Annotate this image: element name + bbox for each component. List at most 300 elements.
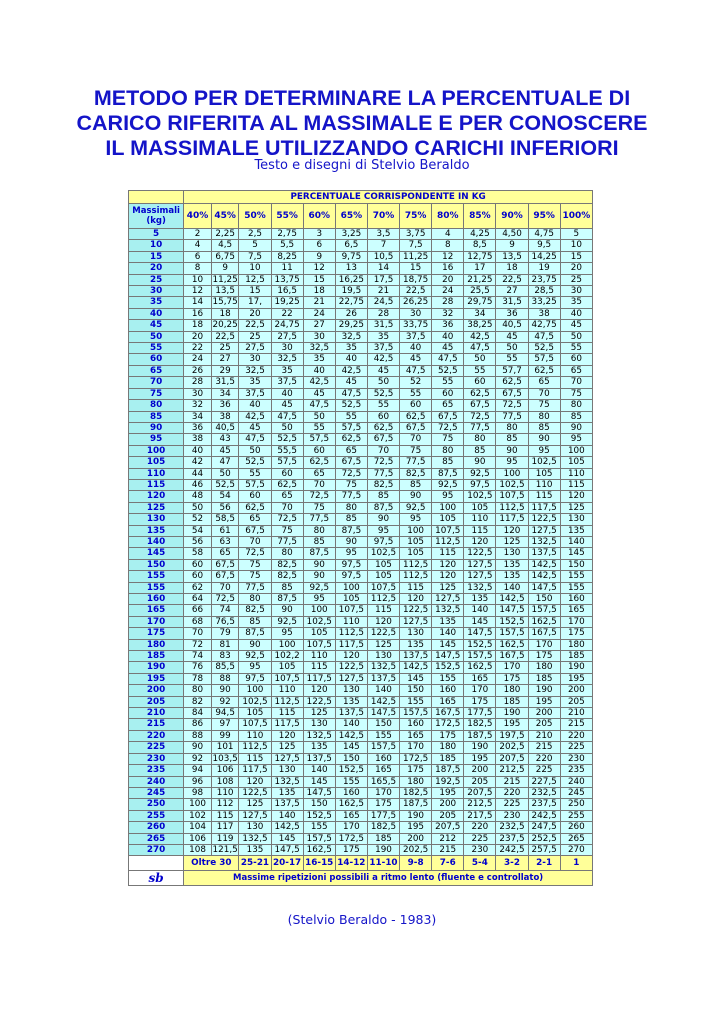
table-cell: 50 bbox=[464, 354, 496, 365]
table-cell: 46 bbox=[184, 479, 212, 490]
table-cell: 105 bbox=[367, 559, 399, 570]
table-cell: 8 bbox=[432, 240, 464, 251]
table-cell: 21 bbox=[367, 286, 399, 297]
table-cell: 95 bbox=[400, 514, 432, 525]
table-cell: 67,5 bbox=[239, 525, 271, 536]
table-cell: 137,5 bbox=[335, 708, 367, 719]
table-row bbox=[129, 696, 593, 707]
table-cell: 255 bbox=[560, 810, 592, 821]
document-title bbox=[40, 86, 684, 161]
table-row bbox=[129, 331, 593, 342]
table-cell: 160 bbox=[560, 594, 592, 605]
table-cell: 87,5 bbox=[239, 628, 271, 639]
table-cell: 50 bbox=[560, 331, 592, 342]
table-cell: 58,5 bbox=[211, 514, 239, 525]
table-cell: 30 bbox=[184, 388, 212, 399]
table-cell: 155 bbox=[303, 822, 335, 833]
percent-header: 90% bbox=[496, 204, 528, 229]
table-cell: 55 bbox=[432, 377, 464, 388]
table-cell: 60 bbox=[184, 559, 212, 570]
table-cell: 2 bbox=[184, 229, 212, 240]
table-cell: 95 bbox=[367, 525, 399, 536]
table-row bbox=[129, 708, 593, 719]
table-cell: 115 bbox=[528, 491, 560, 502]
table-cell: 33,25 bbox=[528, 297, 560, 308]
table-cell: 10 bbox=[560, 240, 592, 251]
table-cell: 197,5 bbox=[496, 730, 528, 741]
table-cell: 37,5 bbox=[367, 343, 399, 354]
table-cell: 190 bbox=[464, 742, 496, 753]
table-cell: 40,5 bbox=[496, 320, 528, 331]
table-cell: 55 bbox=[367, 400, 399, 411]
table-cell: 22,5 bbox=[400, 286, 432, 297]
table-cell: 112 bbox=[211, 799, 239, 810]
table-cell: 142,5 bbox=[528, 571, 560, 582]
table-cell: 62,5 bbox=[464, 388, 496, 399]
table-cell: 132,5 bbox=[528, 536, 560, 547]
table-cell: 77,5 bbox=[400, 457, 432, 468]
table-cell: 83 bbox=[211, 651, 239, 662]
footer-row bbox=[129, 871, 593, 886]
table-cell: 38 bbox=[528, 308, 560, 319]
table-cell: 135 bbox=[464, 594, 496, 605]
table-cell: 155 bbox=[367, 730, 399, 741]
table-cell: 250 bbox=[560, 799, 592, 810]
table-row bbox=[129, 639, 593, 650]
percent-header: 95% bbox=[528, 204, 560, 229]
table-cell: 130 bbox=[400, 628, 432, 639]
table-cell: 140 bbox=[271, 810, 303, 821]
table-cell: 45 bbox=[335, 377, 367, 388]
table-cell: 120 bbox=[464, 536, 496, 547]
table-cell: 227,5 bbox=[528, 776, 560, 787]
table-cell: 112,5 bbox=[239, 742, 271, 753]
table-cell: 117,5 bbox=[335, 639, 367, 650]
table-cell: 55 bbox=[496, 354, 528, 365]
table-cell: 190 bbox=[528, 685, 560, 696]
table-row bbox=[129, 605, 593, 616]
table-cell: 2,25 bbox=[211, 229, 239, 240]
table-cell: 122,5 bbox=[239, 787, 271, 798]
table-cell: 75 bbox=[335, 479, 367, 490]
table-cell: 75 bbox=[400, 445, 432, 456]
table-row bbox=[129, 685, 593, 696]
table-cell: 45 bbox=[367, 365, 399, 376]
table-cell: 140 bbox=[303, 765, 335, 776]
table-cell: 150 bbox=[367, 719, 399, 730]
header-blank-cell bbox=[129, 191, 184, 204]
reps-label: 16-15 bbox=[303, 856, 335, 871]
table-cell: 247,5 bbox=[528, 822, 560, 833]
table-cell: 70 bbox=[560, 377, 592, 388]
table-cell: 76,5 bbox=[211, 616, 239, 627]
table-cell: 40,5 bbox=[211, 422, 239, 433]
table-cell: 220 bbox=[496, 787, 528, 798]
table-row bbox=[129, 833, 593, 844]
table-cell: 132,5 bbox=[367, 662, 399, 673]
table-cell: 54 bbox=[211, 491, 239, 502]
massimali-header bbox=[129, 204, 184, 229]
table-cell: 252,5 bbox=[528, 833, 560, 844]
table-cell: 7,5 bbox=[400, 240, 432, 251]
table-cell: 6 bbox=[184, 251, 212, 262]
table-cell: 245 bbox=[560, 787, 592, 798]
table-cell: 64 bbox=[184, 594, 212, 605]
table-cell: 37,5 bbox=[400, 331, 432, 342]
table-cell: 110 bbox=[528, 479, 560, 490]
table-cell: 16,5 bbox=[271, 286, 303, 297]
percent-header: 85% bbox=[464, 204, 496, 229]
massimale-cell: 40 bbox=[129, 308, 184, 319]
table-cell: 87,5 bbox=[271, 594, 303, 605]
massimale-cell: 155 bbox=[129, 582, 184, 593]
table-cell: 200 bbox=[464, 765, 496, 776]
table-cell: 120 bbox=[560, 491, 592, 502]
reps-label: Oltre 30 bbox=[184, 856, 239, 871]
table-cell: 105 bbox=[528, 468, 560, 479]
table-row bbox=[129, 274, 593, 285]
table-cell: 100 bbox=[303, 605, 335, 616]
table-cell: 14 bbox=[184, 297, 212, 308]
table-cell: 45 bbox=[211, 445, 239, 456]
table-cell: 55 bbox=[335, 411, 367, 422]
table-cell: 79 bbox=[211, 628, 239, 639]
table-cell: 170 bbox=[560, 616, 592, 627]
table-cell: 82,5 bbox=[271, 571, 303, 582]
table-cell: 14,25 bbox=[528, 251, 560, 262]
table-cell: 157,5 bbox=[367, 742, 399, 753]
table-cell: 142,5 bbox=[335, 730, 367, 741]
table-cell: 95 bbox=[271, 628, 303, 639]
table-cell: 60 bbox=[464, 377, 496, 388]
credit-line: (Stelvio Beraldo - 1983) bbox=[287, 912, 437, 927]
table-cell: 15 bbox=[560, 251, 592, 262]
table-cell: 40 bbox=[239, 400, 271, 411]
table-cell: 80 bbox=[560, 400, 592, 411]
table-cell: 70 bbox=[211, 582, 239, 593]
reps-label: 14-12 bbox=[335, 856, 367, 871]
table-cell: 6 bbox=[303, 240, 335, 251]
reps-label: 9-8 bbox=[400, 856, 432, 871]
table-cell: 185 bbox=[432, 753, 464, 764]
table-cell: 60 bbox=[184, 571, 212, 582]
table-cell: 35 bbox=[271, 365, 303, 376]
table-cell: 70 bbox=[367, 445, 399, 456]
table-cell: 145 bbox=[560, 548, 592, 559]
table-cell: 100 bbox=[271, 639, 303, 650]
table-cell: 47,5 bbox=[239, 434, 271, 445]
table-cell: 29,25 bbox=[335, 320, 367, 331]
table-cell: 180 bbox=[560, 639, 592, 650]
table-cell: 50 bbox=[211, 468, 239, 479]
table-cell: 24,75 bbox=[271, 320, 303, 331]
table-cell: 22,5 bbox=[496, 274, 528, 285]
table-cell: 225 bbox=[496, 799, 528, 810]
table-cell: 60 bbox=[303, 445, 335, 456]
table-cell: 102,5 bbox=[496, 479, 528, 490]
table-cell: 32 bbox=[432, 308, 464, 319]
massimale-cell: 165 bbox=[129, 605, 184, 616]
table-cell: 57,5 bbox=[528, 354, 560, 365]
table-cell: 35 bbox=[303, 354, 335, 365]
table-cell: 122,5 bbox=[400, 605, 432, 616]
table-cell: 142,5 bbox=[528, 559, 560, 570]
table-cell: 145 bbox=[335, 742, 367, 753]
massimale-cell: 75 bbox=[129, 388, 184, 399]
table-cell: 230 bbox=[464, 844, 496, 855]
table-cell: 102,5 bbox=[464, 491, 496, 502]
table-cell: 65 bbox=[335, 445, 367, 456]
table-cell: 232,5 bbox=[496, 822, 528, 833]
table-cell: 9 bbox=[496, 240, 528, 251]
table-row bbox=[129, 582, 593, 593]
massimale-cell: 245 bbox=[129, 787, 184, 798]
table-cell: 19 bbox=[528, 263, 560, 274]
table-cell: 215 bbox=[560, 719, 592, 730]
percent-header: 55% bbox=[271, 204, 303, 229]
table-cell: 12,5 bbox=[239, 274, 271, 285]
table-cell: 72,5 bbox=[211, 594, 239, 605]
table-cell: 265 bbox=[560, 833, 592, 844]
table-cell: 94,5 bbox=[211, 708, 239, 719]
table-cell: 107,5 bbox=[496, 491, 528, 502]
table-cell: 165 bbox=[335, 810, 367, 821]
table-cell: 117,5 bbox=[303, 673, 335, 684]
table-row bbox=[129, 377, 593, 388]
table-cell: 21,25 bbox=[464, 274, 496, 285]
table-cell: 23,75 bbox=[528, 274, 560, 285]
table-cell: 162,5 bbox=[528, 616, 560, 627]
table-cell: 150 bbox=[528, 594, 560, 605]
table-cell: 22,5 bbox=[211, 331, 239, 342]
table-cell: 180 bbox=[528, 662, 560, 673]
table-cell: 24,5 bbox=[367, 297, 399, 308]
table-cell: 27 bbox=[211, 354, 239, 365]
table-row bbox=[129, 810, 593, 821]
table-row bbox=[129, 787, 593, 798]
table-cell: 105 bbox=[335, 594, 367, 605]
reps-label: 25-21 bbox=[239, 856, 271, 871]
table-cell: 8,5 bbox=[464, 240, 496, 251]
table-cell: 77,5 bbox=[303, 514, 335, 525]
table-cell: 67,5 bbox=[211, 559, 239, 570]
table-row bbox=[129, 422, 593, 433]
massimale-cell: 115 bbox=[129, 479, 184, 490]
massimale-cell: 155 bbox=[129, 571, 184, 582]
table-cell: 80 bbox=[496, 422, 528, 433]
table-cell: 120 bbox=[496, 525, 528, 536]
massimale-cell: 10 bbox=[129, 240, 184, 251]
table-cell: 37,5 bbox=[271, 377, 303, 388]
table-row bbox=[129, 251, 593, 262]
table-cell: 130 bbox=[271, 765, 303, 776]
table-cell: 92,5 bbox=[303, 582, 335, 593]
table-cell: 162,5 bbox=[464, 662, 496, 673]
table-cell: 62,5 bbox=[400, 411, 432, 422]
table-cell: 17 bbox=[464, 263, 496, 274]
table-cell: 155 bbox=[432, 673, 464, 684]
table-cell: 185 bbox=[367, 833, 399, 844]
table-cell: 52 bbox=[184, 514, 212, 525]
massimale-cell: 250 bbox=[129, 799, 184, 810]
table-cell: 165 bbox=[464, 673, 496, 684]
table-cell: 85 bbox=[432, 457, 464, 468]
table-cell: 77,5 bbox=[464, 422, 496, 433]
table-cell: 100 bbox=[239, 685, 271, 696]
table-cell: 80 bbox=[184, 685, 212, 696]
table-cell: 55 bbox=[464, 365, 496, 376]
table-cell: 60 bbox=[400, 400, 432, 411]
table-cell: 120 bbox=[400, 594, 432, 605]
table-cell: 140 bbox=[335, 719, 367, 730]
table-cell: 12 bbox=[432, 251, 464, 262]
table-cell: 142,5 bbox=[367, 696, 399, 707]
table-cell: 30 bbox=[303, 331, 335, 342]
table-cell: 125 bbox=[432, 582, 464, 593]
table-cell: 52 bbox=[400, 377, 432, 388]
table-cell: 175 bbox=[528, 651, 560, 662]
table-cell: 127,5 bbox=[528, 525, 560, 536]
massimale-cell: 150 bbox=[129, 559, 184, 570]
table-cell: 160 bbox=[367, 753, 399, 764]
table-cell: 125 bbox=[560, 502, 592, 513]
table-cell: 137,5 bbox=[271, 799, 303, 810]
table-cell: 90 bbox=[400, 491, 432, 502]
table-cell: 105 bbox=[303, 628, 335, 639]
table-cell: 175 bbox=[335, 844, 367, 855]
table-cell: 135 bbox=[496, 559, 528, 570]
percent-header: 65% bbox=[335, 204, 367, 229]
massimale-cell: 205 bbox=[129, 696, 184, 707]
table-cell: 47,5 bbox=[464, 343, 496, 354]
table-cell: 30 bbox=[400, 308, 432, 319]
table-cell: 90 bbox=[184, 742, 212, 753]
table-cell: 36 bbox=[184, 422, 212, 433]
table-cell: 70 bbox=[400, 434, 432, 445]
massimale-cell: 90 bbox=[129, 422, 184, 433]
table-cell: 212 bbox=[432, 833, 464, 844]
massimale-cell: 185 bbox=[129, 651, 184, 662]
table-cell: 50 bbox=[239, 445, 271, 456]
table-cell: 90 bbox=[560, 422, 592, 433]
table-cell: 78 bbox=[184, 673, 212, 684]
table-cell: 22,75 bbox=[335, 297, 367, 308]
table-cell: 48 bbox=[184, 491, 212, 502]
table-cell: 4,50 bbox=[496, 229, 528, 240]
table-cell: 11 bbox=[271, 263, 303, 274]
massimali-label: Massimali bbox=[132, 206, 180, 216]
table-cell: 202,5 bbox=[496, 742, 528, 753]
table-cell: 232,5 bbox=[528, 787, 560, 798]
table-cell: 119 bbox=[211, 833, 239, 844]
table-cell: 82,5 bbox=[239, 605, 271, 616]
table-row bbox=[129, 628, 593, 639]
reps-label: 3-2 bbox=[496, 856, 528, 871]
table-cell: 54 bbox=[184, 525, 212, 536]
table-cell: 47,5 bbox=[303, 400, 335, 411]
table-row bbox=[129, 229, 593, 240]
table-cell: 36 bbox=[496, 308, 528, 319]
table-cell: 60 bbox=[432, 388, 464, 399]
massimale-cell: 55 bbox=[129, 343, 184, 354]
table-cell: 75 bbox=[303, 502, 335, 513]
table-cell: 97,5 bbox=[367, 536, 399, 547]
table-cell: 9,5 bbox=[528, 240, 560, 251]
table-cell: 147,5 bbox=[367, 708, 399, 719]
table-cell: 67,5 bbox=[335, 457, 367, 468]
table-cell: 30 bbox=[239, 354, 271, 365]
table-cell: 135 bbox=[303, 742, 335, 753]
table-cell: 38 bbox=[184, 434, 212, 445]
table-cell: 135 bbox=[335, 696, 367, 707]
table-cell: 125 bbox=[496, 536, 528, 547]
table-cell: 110 bbox=[560, 468, 592, 479]
table-cell: 200 bbox=[560, 685, 592, 696]
table-cell: 122,5 bbox=[528, 514, 560, 525]
table-cell: 26 bbox=[335, 308, 367, 319]
table-cell: 165 bbox=[432, 696, 464, 707]
table-cell: 220 bbox=[528, 753, 560, 764]
table-row bbox=[129, 673, 593, 684]
table-cell: 88 bbox=[211, 673, 239, 684]
table-cell: 81 bbox=[211, 639, 239, 650]
table-row bbox=[129, 799, 593, 810]
table-cell: 85 bbox=[239, 616, 271, 627]
table-cell: 160 bbox=[432, 685, 464, 696]
table-cell: 210 bbox=[560, 708, 592, 719]
table-cell: 180 bbox=[400, 776, 432, 787]
table-cell: 120 bbox=[432, 571, 464, 582]
table-row bbox=[129, 822, 593, 833]
table-cell: 5 bbox=[560, 229, 592, 240]
table-cell: 162,5 bbox=[496, 639, 528, 650]
table-cell: 202,5 bbox=[400, 844, 432, 855]
massimale-cell: 65 bbox=[129, 365, 184, 376]
table-cell: 190 bbox=[400, 810, 432, 821]
table-cell: 182,5 bbox=[367, 822, 399, 833]
table-row bbox=[129, 320, 593, 331]
massimale-cell: 50 bbox=[129, 331, 184, 342]
table-cell: 170 bbox=[335, 822, 367, 833]
massimale-cell: 195 bbox=[129, 673, 184, 684]
massimale-cell: 110 bbox=[129, 468, 184, 479]
table-cell: 105 bbox=[367, 571, 399, 582]
table-cell: 165 bbox=[560, 605, 592, 616]
massimale-cell: 105 bbox=[129, 457, 184, 468]
table-cell: 45 bbox=[303, 388, 335, 399]
table-cell: 24 bbox=[432, 286, 464, 297]
table-cell: 150 bbox=[303, 799, 335, 810]
table-cell: 3,5 bbox=[367, 229, 399, 240]
table-cell: 55,5 bbox=[271, 445, 303, 456]
massimale-cell: 200 bbox=[129, 685, 184, 696]
table-cell: 107,5 bbox=[303, 639, 335, 650]
table-cell: 42 bbox=[184, 457, 212, 468]
table-cell: 75 bbox=[560, 388, 592, 399]
massimale-cell: 35 bbox=[129, 297, 184, 308]
table-cell: 31,5 bbox=[211, 377, 239, 388]
table-cell: 70 bbox=[184, 628, 212, 639]
table-cell: 140 bbox=[464, 605, 496, 616]
percent-title: PERCENTUALE CORRISPONDENTE IN KG bbox=[184, 191, 593, 204]
table-cell: 80 bbox=[271, 548, 303, 559]
table-row bbox=[129, 651, 593, 662]
table-row bbox=[129, 525, 593, 536]
table-cell: 115 bbox=[239, 753, 271, 764]
table-cell: 85 bbox=[400, 479, 432, 490]
table-cell: 155 bbox=[560, 571, 592, 582]
table-cell: 135 bbox=[400, 639, 432, 650]
